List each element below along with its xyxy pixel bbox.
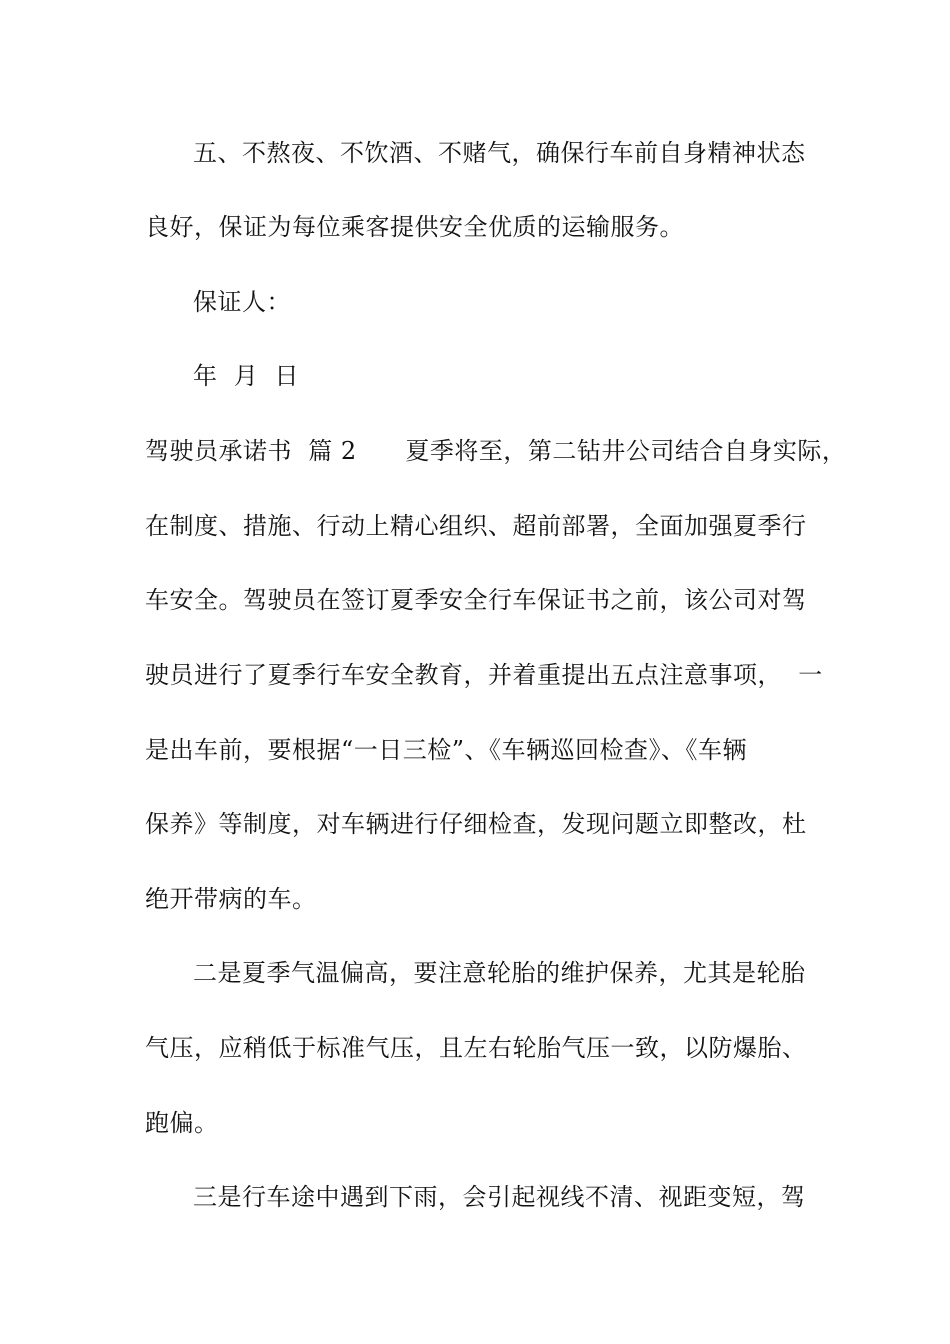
paragraph-line: 良好，保证为每位乘客提供安全优质的运输服务。 [145, 213, 684, 241]
paragraph-line: 跑偏。 [145, 1109, 219, 1137]
paragraph-line: 三是行车途中遇到下雨，会引起视线不清、视距变短，驾 [193, 1183, 806, 1211]
date-line: 年 月 日 [193, 362, 300, 390]
paragraph-line: 车安全。驾驶员在签订夏季安全行车保证书之前，该公司对驾 [145, 586, 807, 614]
paragraph-line: 气压，应稍低于标准气压，且左右轮胎气压一致，以防爆胎、 [145, 1034, 807, 1062]
paragraph-line: 是出车前，要根据“一日三检”、《车辆巡回检查》、《车辆 [145, 736, 748, 764]
paragraph-line: 五、不熬夜、不饮酒、不赌气，确保行车前自身精神状态 [193, 139, 806, 167]
paragraph-line: 二是夏季气温偏高，要注意轮胎的维护保养，尤其是轮胎 [193, 959, 806, 987]
signature-label: 保证人： [193, 288, 291, 316]
paragraph-line: 驶员进行了夏季行车安全教育，并着重提出五点注意事项， 一 [145, 661, 823, 689]
paragraph-line: 绝开带病的车。 [145, 885, 317, 913]
paragraph-line: 保养》等制度，对车辆进行仔细检查，发现问题立即整改，杜 [145, 810, 807, 838]
section-heading-line: 驾驶员承诺书 篇 2 夏季将至，第二钻井公司结合自身实际， [145, 437, 847, 465]
paragraph-line: 在制度、措施、行动上精心组织、超前部署，全面加强夏季行 [145, 512, 807, 540]
